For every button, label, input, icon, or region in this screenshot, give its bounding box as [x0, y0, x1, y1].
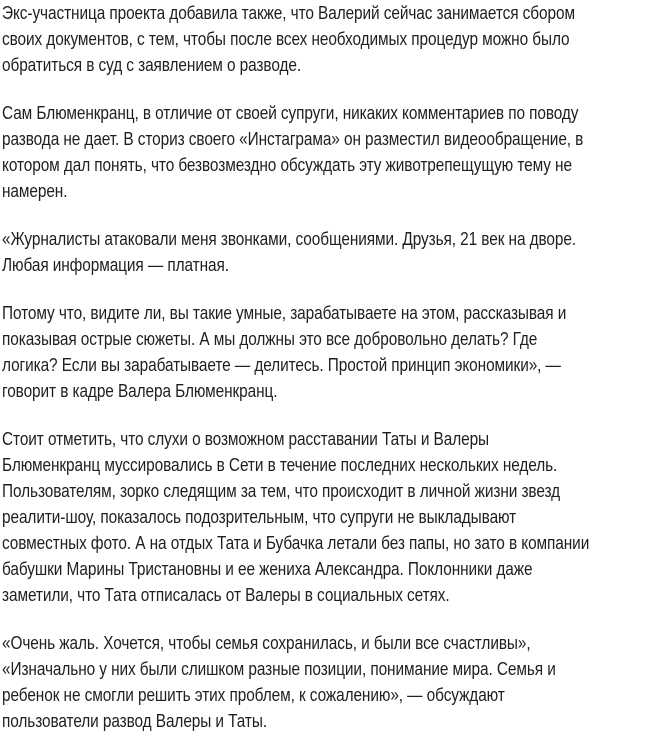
text-line: обратиться в суд с заявлением о разводе. — [2, 55, 302, 75]
text-line: пользователи развод Валеры и Таты. — [2, 711, 268, 731]
text-line: ребенок не смогли решить этих проблем, к сожалению», — обсуждают — [2, 685, 505, 705]
text-line: показывая острые сюжеты. А мы должны это все добровольно делать? Где — [2, 329, 538, 349]
text-line: «Журналисты атаковали меня звонками, сообщениями. Друзья, 21 век на дворе. — [2, 229, 577, 249]
paragraph-documents — [2, 0, 670, 78]
text-line: реалити-шоу, показалось подозрительным, что супруги не выкладывают — [2, 507, 517, 527]
text-line: «Изначально у них были слишком разные позиции, понимание мира. Семья и — [2, 659, 556, 679]
text-line: Стоит отметить, что слухи о возможном расставании Таты и Валеры — [2, 429, 490, 449]
article-body — [2, 0, 670, 756]
paragraph-quote-journalists — [2, 226, 670, 278]
text-line: бабушки Марины Тристановны и ее жениха Александра. Поклонники даже — [2, 559, 533, 579]
text-line: логика? Если вы зарабатываете — делитесь. Простой принцип экономики», — — [2, 355, 561, 375]
text-line: Экс-участница проекта добавила также, что Валерий сейчас занимается сбором — [2, 3, 575, 23]
text-line: совместных фото. А на отдых Тата и Бубачка летали без папы, но зато в компании — [2, 533, 590, 553]
text-line: Потому что, видите ли, вы такие умные, зарабатываете на этом, рассказывая и — [2, 303, 567, 323]
text-line: развода не дает. В сториз своего «Инстаграма» он разместил видеообращение, в — [2, 129, 584, 149]
paragraph-quote-economics — [2, 300, 670, 404]
text-line: Пользователям, зорко следящим за тем, что происходит в личной жизни звезд — [2, 481, 561, 501]
text-line: заметили, что Тата отписалась от Валеры в социальных сетях. — [2, 585, 450, 605]
text-line: Блюменкранц муссировались в Сети в течение последних нескольких недель. — [2, 455, 558, 475]
text-line: своих документов, с тем, чтобы после всех необходимых процедур можно было — [2, 29, 570, 49]
text-line: Любая информация — платная. — [2, 255, 229, 275]
paragraph-no-comments — [2, 100, 670, 204]
text-line: «Очень жаль. Хочется, чтобы семья сохранилась, и были все счастливы», — [2, 633, 531, 653]
text-line: говорит в кадре Валера Блюменкранц. — [2, 381, 278, 401]
paragraph-user-comments — [2, 630, 670, 734]
text-line: Сам Блюменкранц, в отличие от своей супруги, никаких комментариев по поводу — [2, 103, 579, 123]
text-line: намерен. — [2, 181, 68, 201]
paragraph-rumors — [2, 426, 670, 608]
text-line: котором дал понять, что безвозмездно обсуждать эту животрепещущую тему не — [2, 155, 572, 175]
